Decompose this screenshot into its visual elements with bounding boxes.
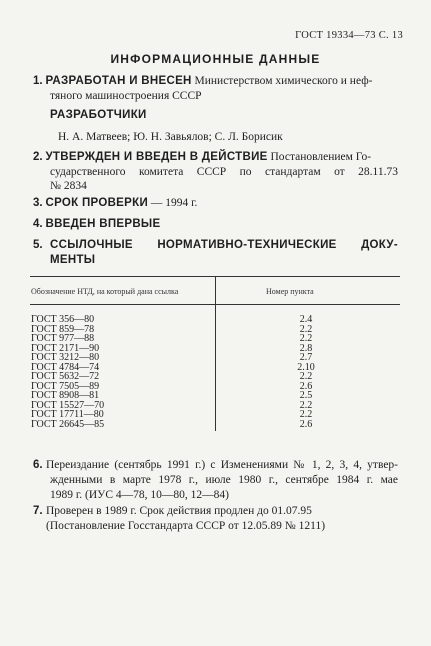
section-6-num: 6. (33, 459, 43, 471)
section-6-number (33, 458, 43, 473)
section-6-line: жденными в марте 1978 г., июле 1980 г., сентябре 1984 г. мае (50, 474, 398, 486)
table-ref: ГОСТ 15527—70 (31, 399, 105, 411)
table-ref: ГОСТ 17711—80 (31, 409, 104, 420)
section-2-text-line3: № 2834 (50, 180, 87, 192)
developers-list: Н. А. Матвеев; Ю. Н. Завьялов; С. Л. Борисик (58, 131, 283, 143)
table-point: 2.10 (297, 361, 315, 373)
table-ref: ГОСТ 356—80 (31, 314, 95, 325)
section-1-text-line1: Министерством химического и неф- (191, 75, 373, 87)
section-7-text (46, 504, 325, 534)
section-2-lead: УТВЕРЖДЕН И ВВЕДЕН В ДЕЙСТВИЕ (45, 151, 268, 163)
section-5-heading-line1 (50, 238, 398, 253)
table-ref: ГОСТ 8908—81 (31, 390, 100, 401)
table-point: 2.2 (299, 323, 313, 335)
word: стандартам (264, 166, 321, 178)
word: комитета (138, 166, 184, 178)
table-refs-column (31, 315, 104, 429)
page-header: ГОСТ 19334—73 С. 13 (295, 30, 403, 41)
section-1-lead: РАЗРАБОТАН И ВНЕСЕН (45, 75, 192, 87)
table-point: 2.5 (299, 390, 313, 401)
table-ref: ГОСТ 977—88 (31, 333, 95, 344)
section-3-lead: СРОК ПРОВЕРКИ (45, 197, 149, 209)
section-4-number: 4. (33, 218, 43, 230)
table-ref: ГОСТ 4784—74 (31, 361, 100, 373)
table-point: 2.4 (299, 314, 313, 325)
table-column-divider (215, 276, 216, 431)
section-7-line: Проверен в 1989 г. Срок действия продлен до 01.07.95 (46, 505, 312, 517)
table-ref: ГОСТ 26645—85 (31, 418, 105, 430)
word: сударственного (50, 166, 126, 178)
section-7-num: 7. (33, 505, 43, 517)
table-ref: ГОСТ 2171—90 (31, 342, 100, 354)
word: СССР (196, 166, 227, 178)
section-5-num: 5. (33, 239, 43, 251)
word: 28.11.73 (358, 166, 398, 178)
table-point: 2.2 (299, 333, 313, 344)
section-4-lead: ВВЕДЕН ВПЕРВЫЕ (45, 218, 161, 230)
section-7-line: (Постановление Госстандарта СССР от 12.05.89 № 1211) (46, 520, 326, 532)
table-col1-header: Обозначение НТД, на который дана ссылка (31, 287, 179, 296)
table-ref: ГОСТ 3212—80 (31, 352, 100, 363)
section-6-line: 1989 г. (ИУС 4—78, 10—80, 12—84) (50, 489, 229, 501)
section-6-line: Переиздание (сентябрь 1991 г.) с Изменениями № 1, 2, 3, 4, утвер- (46, 459, 398, 471)
table-ref: ГОСТ 7505—89 (31, 380, 100, 392)
page-title: ИНФОРМАЦИОННЫЕ ДАННЫЕ (110, 52, 321, 66)
table-header-rule (30, 304, 400, 305)
section-1 (33, 74, 373, 89)
section-4 (33, 217, 160, 232)
table-col2-header: Номер пункта (266, 287, 314, 296)
word: НОРМАТИВНО-ТЕХНИЧЕСКИЕ (157, 239, 337, 251)
table-point: 2.2 (299, 409, 313, 420)
word: от (334, 166, 345, 178)
section-5-heading-line2: МЕНТЫ (50, 254, 96, 266)
section-3 (33, 196, 197, 211)
section-2-text-line1: Постановлением Го- (267, 151, 372, 163)
section-2 (33, 150, 371, 165)
section-6-text (46, 458, 398, 503)
section-3-number: 3. (33, 197, 43, 209)
section-1-number: 1. (33, 75, 43, 87)
table-point: 2.8 (299, 342, 313, 354)
table-ref: ГОСТ 5632—72 (31, 371, 100, 382)
section-2-number: 2. (33, 151, 43, 163)
table-point: 2.6 (299, 380, 313, 392)
table-point: 2.2 (299, 399, 313, 411)
section-5-number (33, 238, 43, 253)
table-ref: ГОСТ 859—78 (31, 323, 95, 335)
section-3-text: — 1994 г. (148, 197, 198, 209)
section-1-text-line2: тяного машиностроения СССР (50, 90, 202, 102)
developers-heading: РАЗРАБОТЧИКИ (50, 109, 147, 121)
table-point: 2.7 (299, 352, 313, 363)
word: по (239, 166, 252, 178)
word: ССЫЛОЧНЫЕ (50, 239, 133, 251)
table-point: 2.2 (299, 371, 313, 382)
table-points-column (286, 315, 326, 429)
section-2-text-line2 (50, 165, 398, 180)
section-7-number (33, 504, 43, 519)
table-point: 2.6 (299, 418, 313, 430)
word: ДОКУ- (361, 239, 398, 251)
